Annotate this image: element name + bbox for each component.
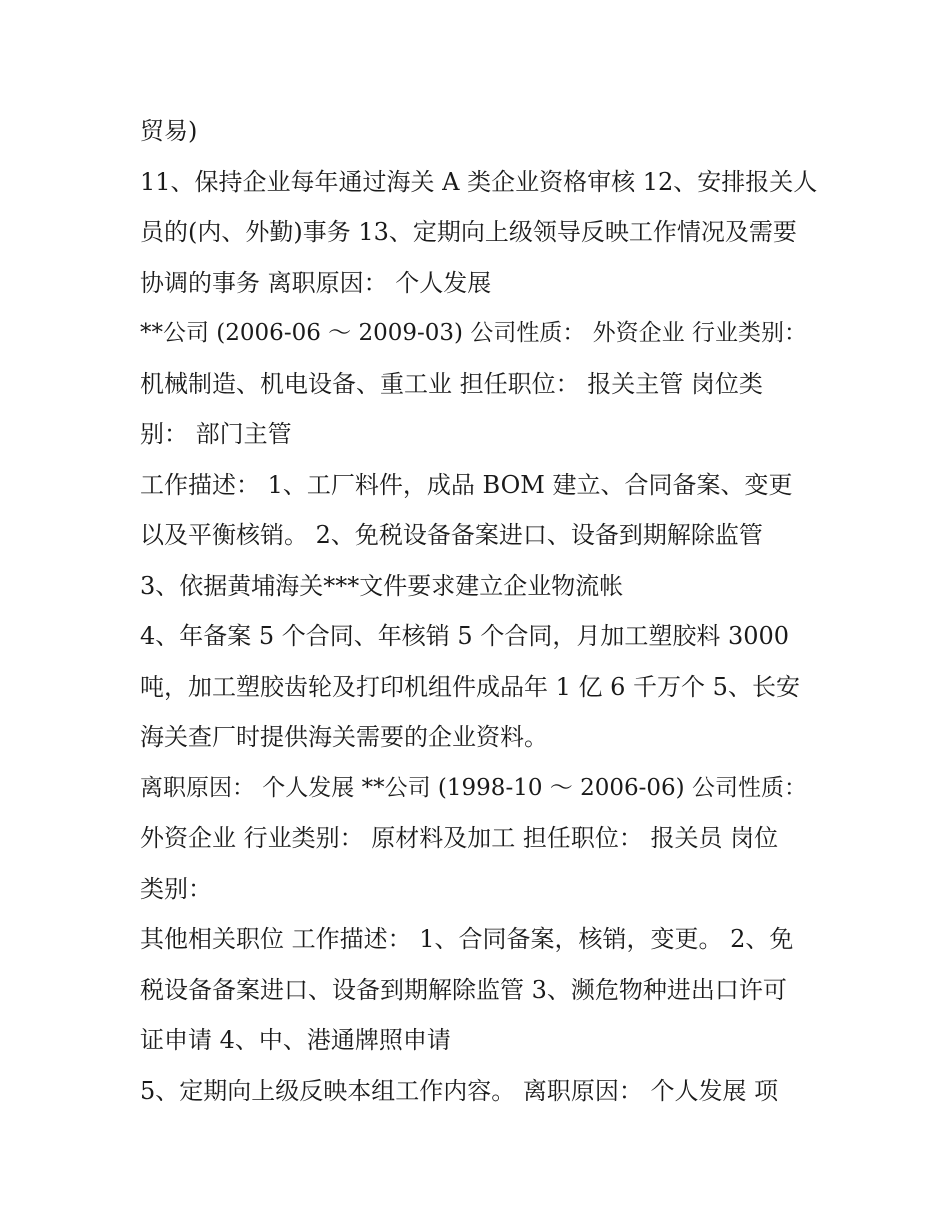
- document-body: [140, 106, 820, 1116]
- text-line: 其他相关职位 工作描述： 1、合同备案，核销，变更。 2、免: [140, 925, 794, 953]
- text-line: 吨，加工塑胶齿轮及打印机组件成品年 1 亿 6 千万个 5、长安: [140, 672, 800, 701]
- text-line: 协调的事务 离职原因： 个人发展: [140, 268, 492, 297]
- text-line: 海关查厂时提供海关需要的企业资料。: [140, 723, 548, 751]
- text-line: 税设备备案进口、设备到期解除监管 3、濒危物种进出口许可: [140, 975, 787, 1004]
- text-line: 3、依据黄埔海关***文件要求建立企业物流帐: [140, 571, 624, 600]
- text-line: 类别：: [140, 874, 212, 903]
- text-line: 11、保持企业每年通过海关 A 类企业资格审核 12、安排报关人: [140, 167, 818, 196]
- text-line: 5、定期向上级反映本组工作内容。 离职原因： 个人发展 项: [140, 1076, 779, 1105]
- text-line: 贸易): [140, 117, 198, 145]
- text-line: 以及平衡核销。 2、免税设备备案进口、设备到期解除监管: [140, 521, 763, 549]
- text-line: 员的(内、外勤)事务 13、定期向上级领导反映工作情况及需要: [140, 218, 797, 246]
- text-line: 4、年备案 5 个合同、年核销 5 个合同，月加工塑胶料 3000: [140, 622, 790, 650]
- text-line: **公司 (2006-06 ～ 2009-03) 公司性质： 外资企业 行业类别：: [140, 320, 807, 346]
- text-line: 别： 部门主管: [140, 420, 292, 448]
- text-line: 工作描述： 1、工厂料件，成品 BOM 建立、合同备案、变更: [140, 470, 793, 499]
- text-line: 机械制造、机电设备、重工业 担任职位： 报关主管 岗位类: [140, 369, 763, 398]
- text-line: 离职原因： 个人发展 **公司 (1998-10 ～ 2006-06) 公司性质：: [140, 774, 807, 801]
- text-line: 外资企业 行业类别： 原材料及加工 担任职位： 报关员 岗位: [140, 824, 779, 852]
- text-line: 证申请 4、中、港通牌照申请: [140, 1026, 451, 1054]
